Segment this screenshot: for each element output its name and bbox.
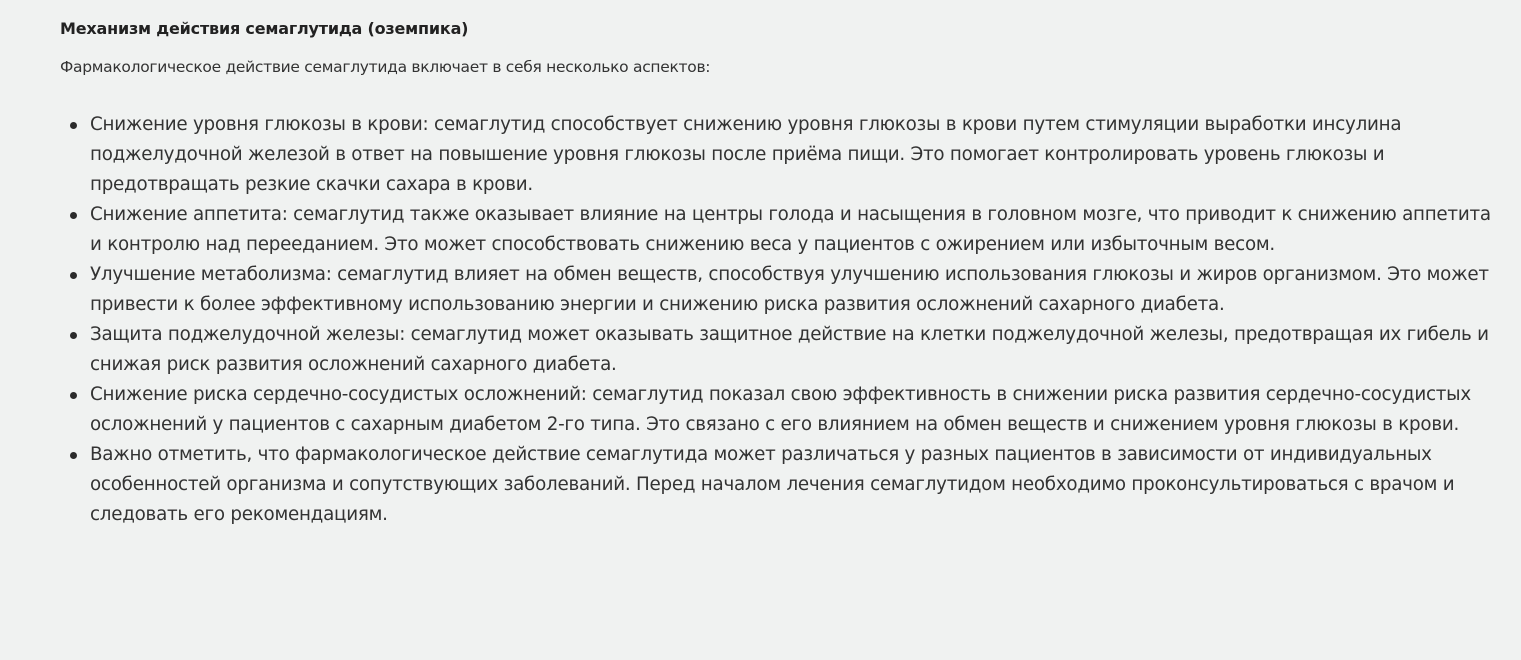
list-item: Снижение аппетита: семаглутид также оказывает влияние на центры голода и насыщения в головном мозге, что приводит к снижению аппетита и контролю над перееданием. Это может способствовать снижению веса у пациентов с ожирением или избыточным весом.: [90, 200, 1500, 260]
list-item: Улучшение метаболизма: семаглутид влияет на обмен веществ, способствуя улучшению использования глюкозы и жиров организмом. Это может привести к более эффективному использованию энергии и снижению риска развития осложнений сахарного диабета.: [90, 260, 1500, 320]
list-item: Защита поджелудочной железы: семаглутид может оказывать защитное действие на клетки поджелудочной железы, предотвращая их гибель и снижая риск развития осложнений сахарного диабета.: [90, 320, 1500, 380]
intro-paragraph: Фармакологическое действие семаглутида включает в себя несколько аспектов:: [60, 58, 711, 76]
aspects-list: [60, 110, 1500, 530]
section-heading: Механизм действия семаглутида (оземпика): [60, 19, 469, 38]
list-item: Важно отметить, что фармакологическое действие семаглутида может различаться у разных пациентов в зависимости от индивидуальных особенностей организма и сопутствующих заболеваний. Перед началом лечения семаглутидом необходимо проконсультироваться с врачом и следовать его рекомендациям.: [90, 440, 1500, 530]
article-section: [60, 14, 1500, 530]
list-item: Снижение уровня глюкозы в крови: семаглутид способствует снижению уровня глюкозы в крови путем стимуляции выработки инсулина поджелудочной железой в ответ на повышение уровня глюкозы после приёма пищи. Это помогает контролировать уровень глюкозы и предотвращать резкие скачки сахара в крови.: [90, 110, 1500, 200]
list-item: Снижение риска сердечно-сосудистых осложнений: семаглутид показал свою эффективность в снижении риска развития сердечно-сосудистых осложнений у пациентов с сахарным диабетом 2-го типа. Это связано с его влиянием на обмен веществ и снижением уровня глюкозы в крови.: [90, 380, 1500, 440]
